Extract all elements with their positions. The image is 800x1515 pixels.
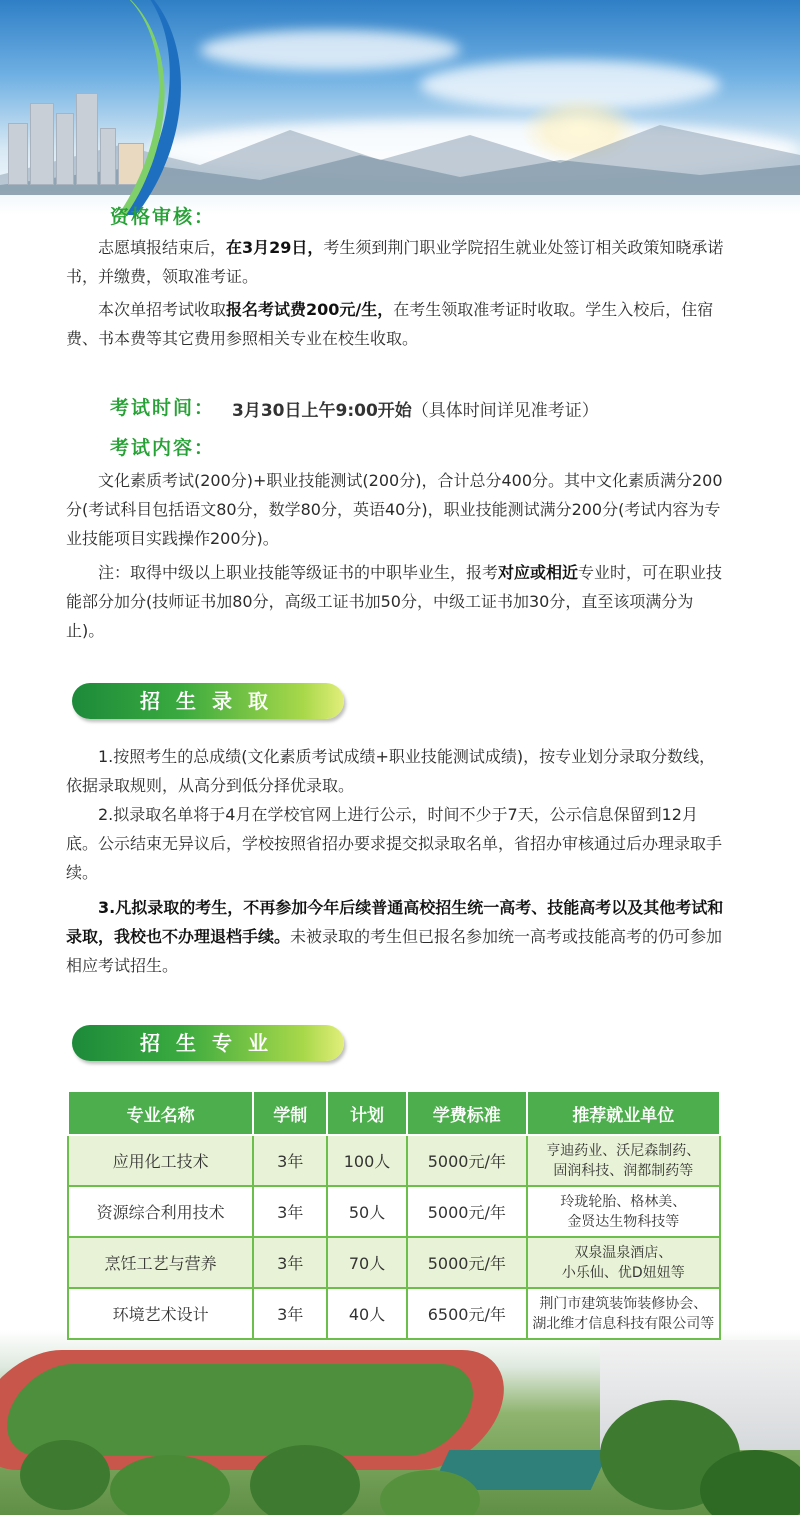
major-employers: 双泉温泉酒店、 小乐仙、优D妞妞等 (527, 1237, 720, 1288)
major-employers: 玲珑轮胎、格林美、 金贤达生物科技等 (527, 1186, 720, 1237)
top-banner-image (0, 0, 800, 215)
major-name: 烹饪工艺与营养 (68, 1237, 253, 1288)
exam-content-note: 注：取得中级以上职业技能等级证书的中职毕业生，报考对应或相近专业时，可在职业技能部分加分(技师证书加80分，高级工证书加50分，中级工证书加30分，直至该项满分为止)。 (66, 563, 723, 640)
table-header-row (68, 1091, 720, 1135)
admission-header: 招生录取 (72, 683, 344, 719)
major-years: 3年 (253, 1288, 327, 1339)
major-name: 环境艺术设计 (68, 1288, 253, 1339)
campus-image (0, 1330, 800, 1515)
major-plan: 40人 (327, 1288, 407, 1339)
column-header: 学费标准 (407, 1091, 527, 1135)
table-row (68, 1237, 720, 1288)
major-employers: 荆门市建筑装饰装修协会、 湖北维才信息科技有限公司等 (527, 1288, 720, 1339)
column-header: 学制 (253, 1091, 327, 1135)
major-plan: 70人 (327, 1237, 407, 1288)
qualification-paragraph-1: 志愿填报结束后，在3月29日，考生须到荆门职业学院招生就业处签订相关政策知晓承诺书，并缴费，领取准考证。 (66, 238, 724, 286)
column-header: 推荐就业单位 (527, 1091, 720, 1135)
qualification-paragraph-2: 本次单招考试收取报名考试费200元/生，在考生领取准考证时收取。学生入校后，住宿费、书本费等其它费用参照相关专业在校生收取。 (66, 300, 714, 348)
majors-table (67, 1090, 721, 1340)
column-header: 专业名称 (68, 1091, 253, 1135)
admission-paragraph-2: 2.拟录取名单将于4月在学校官网上进行公示，时间不少于7天，公示信息保留到12月底。公示结束无异议后，学校按照省招办要求提交拟录取名单，省招办审核通过后办理录取手续。 (66, 805, 723, 882)
major-fee: 5000元/年 (407, 1186, 527, 1237)
major-years: 3年 (253, 1186, 327, 1237)
table-row (68, 1186, 720, 1237)
major-years: 3年 (253, 1135, 327, 1186)
major-fee: 6500元/年 (407, 1288, 527, 1339)
exam-content-title: 考试内容： (110, 437, 216, 459)
major-plan: 100人 (327, 1135, 407, 1186)
qualification-title: 资格审核： (110, 206, 216, 228)
exam-content-paragraph-1: 文化素质考试(200分)+职业技能测试(200分)，合计总分400分。其中文化素质满分200分(考试科目包括语文80分，数学80分，英语40分)，职业技能测试满分200分(考试内容为专业技能项目实践操作200分)。 (66, 471, 723, 548)
table-row (68, 1288, 720, 1339)
admission-paragraph-3: 3.凡拟录取的考生，不再参加今年后续普通高校招生统一高考、技能高考以及其他考试和录取，我校也不办理退档手续。未被录取的考生但已报名参加统一高考或技能高考的仍可参加相应考试招生。 (66, 898, 724, 975)
major-name: 资源综合利用技术 (68, 1186, 253, 1237)
column-header: 计划 (327, 1091, 407, 1135)
major-employers: 亨迪药业、沃尼森制药、 固润科技、润都制药等 (527, 1135, 720, 1186)
major-fee: 5000元/年 (407, 1237, 527, 1288)
major-name: 应用化工技术 (68, 1135, 253, 1186)
exam-time-value: 3月30日上午9:00开始（具体时间详见准考证） (232, 401, 599, 421)
major-fee: 5000元/年 (407, 1135, 527, 1186)
major-plan: 50人 (327, 1186, 407, 1237)
major-years: 3年 (253, 1237, 327, 1288)
majors-header: 招生专业 (72, 1025, 344, 1061)
exam-time-title: 考试时间： (110, 397, 216, 419)
table-row (68, 1135, 720, 1186)
admission-paragraph-1: 1.按照考生的总成绩(文化素质考试成绩+职业技能测试成绩)，按专业划分录取分数线，依据录取规则，从高分到低分择优录取。 (66, 747, 716, 795)
